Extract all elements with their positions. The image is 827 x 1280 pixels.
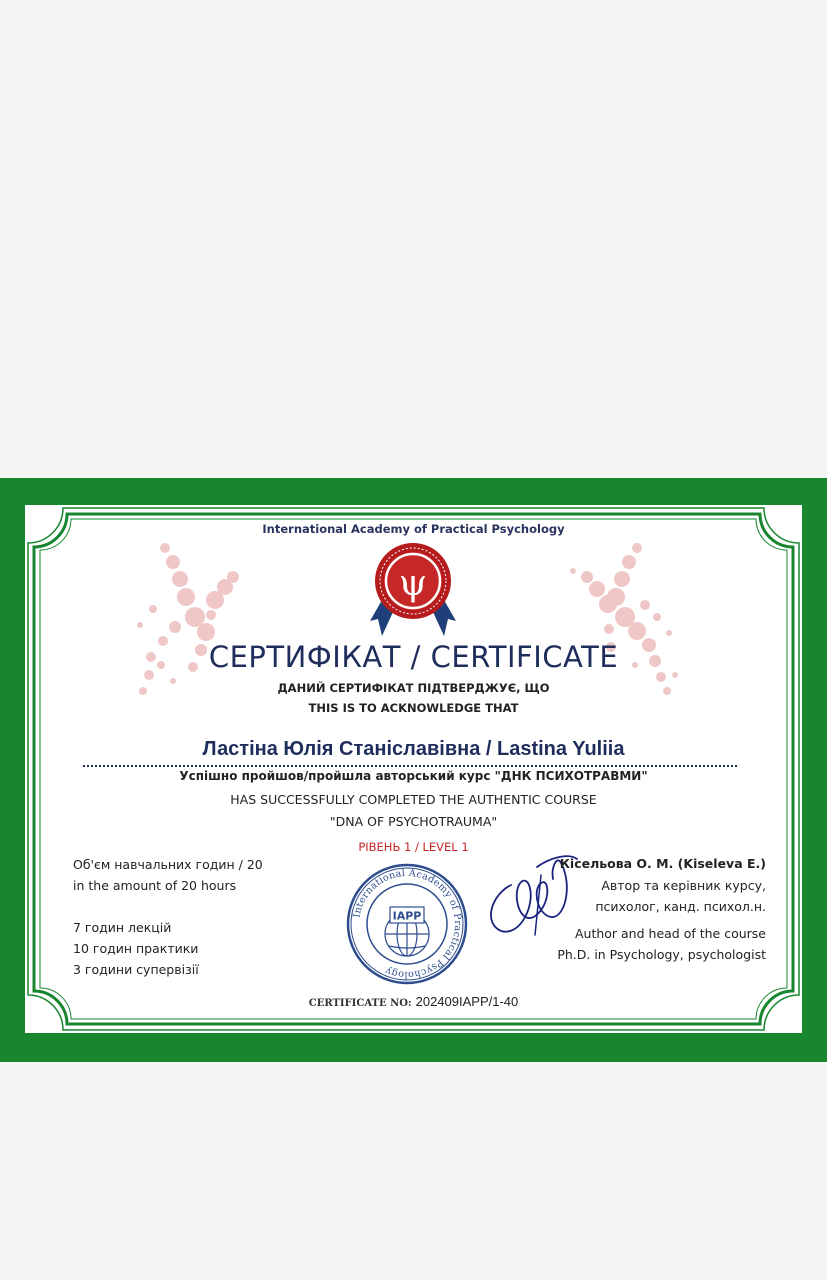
academy-name: International Academy of Practical Psychology xyxy=(262,522,565,536)
author-role-ua-1: Автор та керівник курсу, xyxy=(601,878,766,893)
name-underline xyxy=(83,765,737,767)
stamp-ring-text: International Academy of Practical Psychology xyxy=(351,867,464,981)
author-name: Кісельова О. М. (Kiseleva E.) xyxy=(559,856,766,871)
completed-en: HAS SUCCESSFULLY COMPLETED THE AUTHENTIC COURSE xyxy=(230,792,597,807)
hours-total-en: in the amount of 20 hours xyxy=(73,878,237,893)
certificate-paper xyxy=(25,505,802,1033)
author-role-en-1: Author and head of the course xyxy=(574,926,766,941)
hours-total-ua: Об'єм навчальних годин / 20 xyxy=(73,857,263,872)
psi-symbol: ψ xyxy=(398,563,428,604)
recipient-name: Ластіна Юлія Станіславівна / Lastina Yuliia xyxy=(202,738,625,760)
psi-emblem xyxy=(368,541,458,639)
certificate-number-label: CERTIFICATE NO: xyxy=(308,998,412,1009)
course-name-en: "DNA OF PSYCHOTRAUMA" xyxy=(329,814,498,829)
hours-practice: 10 годин практики xyxy=(73,941,199,956)
author-role-ua-2: психолог, канд. психол.н. xyxy=(595,899,766,914)
certificate-number xyxy=(25,994,802,1009)
acknowledge-ua: ДАНИЙ СЕРТИФІКАТ ПІДТВЕРДЖУЄ, ЩО xyxy=(277,681,550,695)
completed-ua: Успішно пройшов/пройшла авторський курс "ДНК ПСИХОТРАВМИ" xyxy=(179,769,648,783)
iapp-stamp xyxy=(345,862,469,986)
author-role-en-2: Ph.D. in Psychology, psychologist xyxy=(557,947,766,962)
certificate-number-value: 202409IAPP/1-40 xyxy=(415,994,519,1009)
stamp-center-text: IAPP xyxy=(392,909,422,923)
hours-supervision: 3 години супервізії xyxy=(73,962,199,977)
acknowledge-en: THIS IS TO ACKNOWLEDGE THAT xyxy=(308,701,519,715)
course-level: РІВЕНЬ 1 / LEVEL 1 xyxy=(358,840,469,854)
certificate-title: СЕРТИФІКАТ / CERTIFICATE xyxy=(208,640,619,674)
hours-lectures: 7 годин лекцій xyxy=(73,920,172,935)
